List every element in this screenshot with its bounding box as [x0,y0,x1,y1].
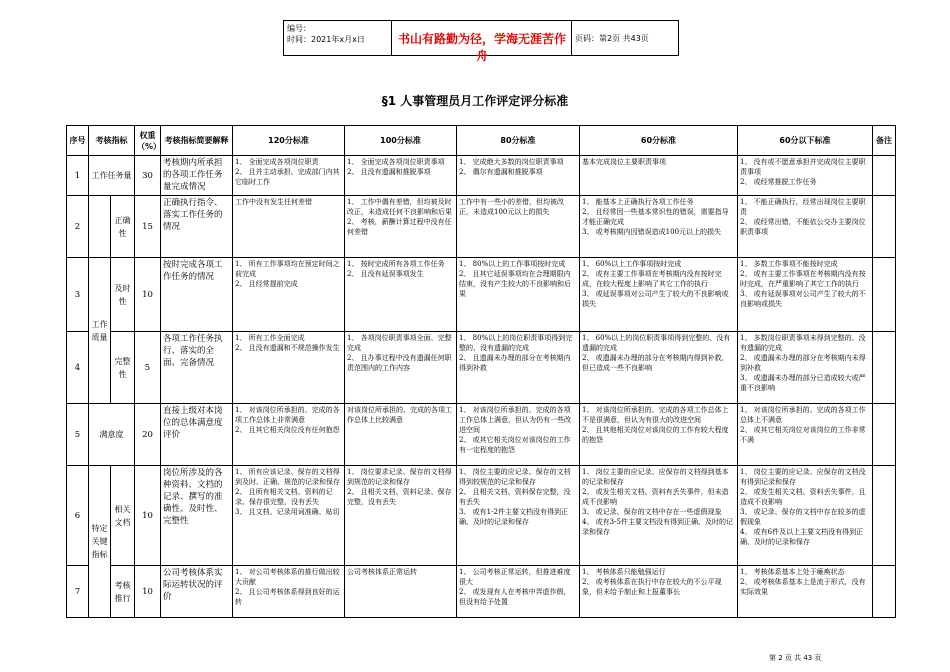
criterion-item: 2、 或发现有人在考核中弄虚作假，但没有给予处置 [459,588,571,606]
row-indicator: 完整性 [111,332,135,404]
table-row [67,196,896,258]
table-row [67,258,896,332]
row-s120 [233,196,345,258]
col-header-100: 100分标准 [345,126,457,156]
col-header-desc: 考核指标简要解释 [161,126,233,156]
row-weight: 20 [135,404,161,466]
row-s100 [345,258,457,332]
criterion-item: 1、 80%以上的工作事项按时完成 [459,260,566,268]
criterion-item: 4、 或有3-5件主要文档没有得到正确、及时的记录和保存 [582,518,733,536]
col-header-note: 备注 [873,126,896,156]
criterion-item: 2、 或发生相关文档、资料丢失事件，且造成不良影响 [740,488,866,506]
row-s100 [345,156,457,196]
criterion-item: 2、 且其它延误事项均在合理期限内结束，没有产生较大的不良影响和后果 [459,270,571,298]
row-s120 [233,404,345,466]
row-seq: 1 [67,156,89,196]
row-below60 [738,196,873,258]
criterion-item: 1、 岗位主要的应记录、保存的文档得到较规范的记录和保存 [459,468,571,486]
criterion-item: 1、 岗位主要的应记录、应保存的文档得到基本的记录和保存 [582,468,729,486]
row-seq: 2 [67,196,89,258]
row-weight: 5 [135,332,161,404]
header-slogan: 书山有路勤为径，学海无涯苦作舟 [397,32,566,63]
row-s120 [233,332,345,404]
row-group: 工作质量 [89,258,111,404]
row-below60 [738,466,873,566]
criterion-item: 公司考核体系正常运转 [347,568,417,576]
criterion-item: 1、 岗位要求记录、保存的文档得到规范的记录和保存 [347,468,452,486]
row-s80 [457,196,580,258]
criterion-item: 1、 考核体系只能勉强运行 [582,568,666,576]
row-below60 [738,332,873,404]
criterion-item: 2、 且没有延误事项发生 [347,270,424,278]
document-title: §1 人事管理员月工作评定评分标准 [381,94,569,108]
col-header-weight: 权重（%） [135,126,161,156]
page-footer: 第 2 页 共 43 页 [769,654,822,662]
row-weight: 10 [135,258,161,332]
criterion-item: 1、 岗位主要的应记录、应保存的文档没有得到记录和保存 [740,468,866,486]
criterion-item: 2、 且公司考核体系得到良好的运转 [235,588,340,606]
row-desc: 公司考核体系实际运转状况的评价 [161,566,233,618]
header-time: 时间：2021年x月x日 [287,35,365,44]
col-header-80: 80分标准 [457,126,580,156]
criterion-item: 工作中有一些小的差错，但均被改正，未造成100元以上的损失 [459,198,564,216]
criterion-item: 2、 考核，薪酬计算过程中没有任何差错 [347,218,452,236]
criterion-item: 1、 60%以上的岗位职责事项得到完整的、没有遗漏的完成 [582,334,731,352]
row-s80 [457,566,580,618]
header-divider [571,21,572,55]
table-row [67,566,896,618]
criterion-item: 2、 或有主要工作事项在考核期内没有按时完成，在严重影响了其它工作的执行 [740,270,866,288]
row-s60 [580,258,738,332]
criterion-item: 2、 或经常出错，不能依公交办主要岗位职责事项 [740,218,866,236]
row-note [873,404,896,466]
criterion-item: 1、 各项岗位职责事项全面、完整完成 [347,334,452,352]
criterion-item: 3、 或有延误事项对公司产生了较大的不良影响或损失 [740,290,866,308]
row-indicator: 考核推行 [111,566,135,618]
row-below60 [738,404,873,466]
criterion-item: 1、 对该岗位所承担的、完成的各项工作总体上满意，但认为仍有一些改进空间 [459,406,571,434]
criterion-item: 3、 或延误事项对公司产生了较大的不良影响或损失 [582,290,729,308]
criterion-item: 1、 对该岗位所承担的、完成的各项工作总体上不是很满意，但认为有很大的改进空间 [582,406,729,424]
row-note [873,566,896,618]
row-note [873,258,896,332]
row-desc: 直接上级对本岗位的总体满意度评价 [161,404,233,466]
criterion-item: 2、 或遗漏未办理的部分在考核期内得到补救，但已造成一些不良影响 [582,354,729,372]
row-indicator: 满意度 [89,404,135,466]
row-s100 [345,404,457,466]
criterion-item: 1、 对该岗位所承担的、完成的各项工作总体上非常满意 [235,406,340,424]
col-header-below60: 60分以下标准 [738,126,873,156]
row-indicator: 正确性 [111,196,135,258]
criterion-item: 1、 多数工作事项不能按时完成 [740,260,838,268]
criterion-item: 1、 80%以上的岗位职责事项得到完整的、没有遗漏的完成 [459,334,573,352]
row-desc: 岗位所涉及的各种资料、文档的记录、撰写的准确性、及时性、完整性 [161,466,233,566]
row-s80 [457,258,580,332]
criterion-item: 2、 且相关文档、资料保存完整，没有丢失 [459,488,571,506]
table-header-row [67,126,896,156]
criterion-item: 4、 或有6件及以上主要文档没有得到正确、及时的记录和保存 [740,528,864,546]
criterion-item: 2、 且办事过程中没有遗漏任何职责范围内的工作内容 [347,354,452,372]
row-s120 [233,156,345,196]
criterion-item: 1、 公司考核正常运转，但推进难度很大 [459,568,571,586]
row-note [873,332,896,404]
row-seq: 6 [67,466,89,566]
criterion-item: 3、 或记录、保存的文档中存在一些虚假现象 [582,508,722,516]
page-header [283,20,679,63]
criterion-item: 2、 且没有遗漏和推脱事项 [347,168,431,176]
row-group [89,196,111,258]
row-s60 [580,566,738,618]
criterion-item: 1、 60%以上工作事项按时完成 [582,260,682,268]
row-s100 [345,196,457,258]
criterion-item: 1、 全面完成各项岗位职责事项 [347,158,445,166]
criterion-item: 2、 且并主动承担、完成部门内其它临时工作 [235,168,340,186]
criterion-item: 2、 或考核体系基本上是流于形式，没有实际效果 [740,578,866,596]
row-desc: 考核期内所承担的各项工作任务量完成情况 [161,156,233,196]
header-page-number: 页码：第2页 共43页 [575,34,649,43]
row-indicator: 工作任务量 [89,156,135,196]
row-desc: 正确执行指令、落实工作任务的情况 [161,196,233,258]
criterion-item: 对该岗位所承担的、完成的各项工作总体上比较满意 [347,406,452,424]
row-s60 [580,466,738,566]
table-row [67,332,896,404]
row-s100 [345,566,457,618]
criterion-item: 1、 考核体系基本上处于瘫痪状态 [740,568,845,576]
criterion-item: 1、 按时完成所有各项工作任务 [347,260,445,268]
row-weight: 15 [135,196,161,258]
criterion-item: 1、 没有或不愿意承担并完成岗位主要职责事项 [740,158,866,176]
criterion-item: 3、 且文档、记录用词准确、贴切 [235,508,340,516]
criterion-item: 2、 且经常因一些基本常识性的错误，需要指导才能正确完成 [582,208,729,226]
criterion-item: 2、 偶尔有遗漏和推脱事项 [459,168,543,176]
criterion-item: 2、 且所有相关文档、资料的记录、保存很完整，没有丢失 [235,488,333,506]
row-seq: 5 [67,404,89,466]
row-seq: 7 [67,566,89,618]
row-below60 [738,566,873,618]
col-header-120: 120分标准 [233,126,345,156]
criterion-item: 2、 或经常推脱工作任务 [740,178,817,186]
criterion-item: 1、 全面完成各项岗位职责 [235,158,319,166]
row-note [873,466,896,566]
row-seq: 4 [67,332,89,404]
criterion-item: 1、 多数岗位职责事项未得到完整的、没有遗漏的完成 [740,334,866,352]
row-s60 [580,404,738,466]
table-row [67,404,896,466]
criterion-item: 工作中没有发生任何差错 [235,198,312,206]
row-indicator: 及时性 [111,258,135,332]
col-header-indicator: 考核指标 [89,126,135,156]
row-weight: 30 [135,156,161,196]
criterion-item: 3、 或考核期内因错误造成100元以上的损失 [582,228,722,236]
row-s120 [233,258,345,332]
criterion-item: 1、 对该岗位所承担的、完成的各项工作总体上不满意 [740,406,866,424]
row-s80 [457,466,580,566]
criterion-item: 2、 或其它相关岗位对该岗位的工作有一定程度的抱怨 [459,436,571,454]
criterion-item: 2、 或发生相关文档、资料有丢失事件，但未造成不良影响 [582,488,729,506]
row-desc: 各项工作任务执行、落实的全面、完备情况 [161,332,233,404]
criterion-item: 1、 不能正确执行，经常出现岗位主要职责 [740,198,866,216]
criterion-item: 1、 所有应该记录、保存的文档得到及时、正确、规范的记录和保存 [235,468,340,486]
criterion-item: 1、 能基本上正确执行各项工作任务 [582,198,694,206]
col-header-60: 60分标准 [580,126,738,156]
criterion-item: 3、 或遗漏未办理的部分已造成较大或严重不良影响 [740,374,866,392]
row-s60 [580,196,738,258]
row-weight: 10 [135,566,161,618]
criterion-item: 1、 对公司考核体系的推行做出较大贡献 [235,568,340,586]
criterion-item: 2、 或考核体系在执行中存在较大的不公平现象，但未给予制止和上报董事长 [582,578,722,596]
criterion-item: 2、 且其它相关岗位没有任何抱怨 [235,426,340,434]
row-s60 [580,156,738,196]
row-indicator: 相关文档 [111,466,135,566]
row-group: 特定关键指标 [89,466,111,618]
row-s80 [457,332,580,404]
row-weight: 10 [135,466,161,566]
evaluation-table [66,125,896,618]
criterion-item: 1、 所有工作全面完成 [235,334,305,342]
table-row [67,466,896,566]
row-desc: 按时完成各项工作任务的情况 [161,258,233,332]
criterion-item: 2、 且其他相关岗位对该岗位的工作有较大程度的抱怨 [582,426,729,444]
row-s80 [457,156,580,196]
row-below60 [738,258,873,332]
criterion-item: 2、 或其它相关岗位对该岗位的工作非常不满 [740,426,866,444]
criterion-item: 2、 且经常提前完成 [235,280,298,288]
criterion-item: 2、 或有主要工作事项在考核期内没有按时完成，在较大程度上影响了其它工作的执行 [582,270,722,288]
table-row [67,156,896,196]
header-meta [287,23,365,45]
row-s120 [233,566,345,618]
row-note [873,156,896,196]
criterion-item: 1、 完成绝大多数的岗位职责事项 [459,158,564,166]
row-note [873,196,896,258]
criterion-item: 2、 且没有遗漏和不规范操作发生 [235,344,340,352]
criterion-item: 3、 或有1-2件主要文档没有得到正确、及时的记录和保存 [459,508,568,526]
header-divider [391,21,392,55]
row-s100 [345,332,457,404]
criterion-item: 3、 或记录、保存的文档中存在较多的虚假现象 [740,508,866,526]
row-s120 [233,466,345,566]
criterion-item: 1、 所有工作事项均在预定时间之前完成 [235,260,340,278]
col-header-seq: 序号 [67,126,89,156]
row-below60 [738,156,873,196]
criterion-item: 基本完成岗位主要职责事项 [582,158,666,166]
criterion-item: 2、 或遗漏未办理的部分在考核期内未得到补救 [740,354,866,372]
header-number: 编号： [287,24,311,33]
criterion-item: 2、 且遗漏未办理的部分在考核期内得到补救 [459,354,571,372]
row-seq: 3 [67,258,89,332]
row-s80 [457,404,580,466]
criterion-item: 1、 工作中偶有差错，但均被及时改正，未造成任何不良影响和后果 [347,198,452,216]
criterion-item: 2、 且相关文档、资料记录、保存完整，没有丢失 [347,488,452,506]
row-s60 [580,332,738,404]
row-s100 [345,466,457,566]
